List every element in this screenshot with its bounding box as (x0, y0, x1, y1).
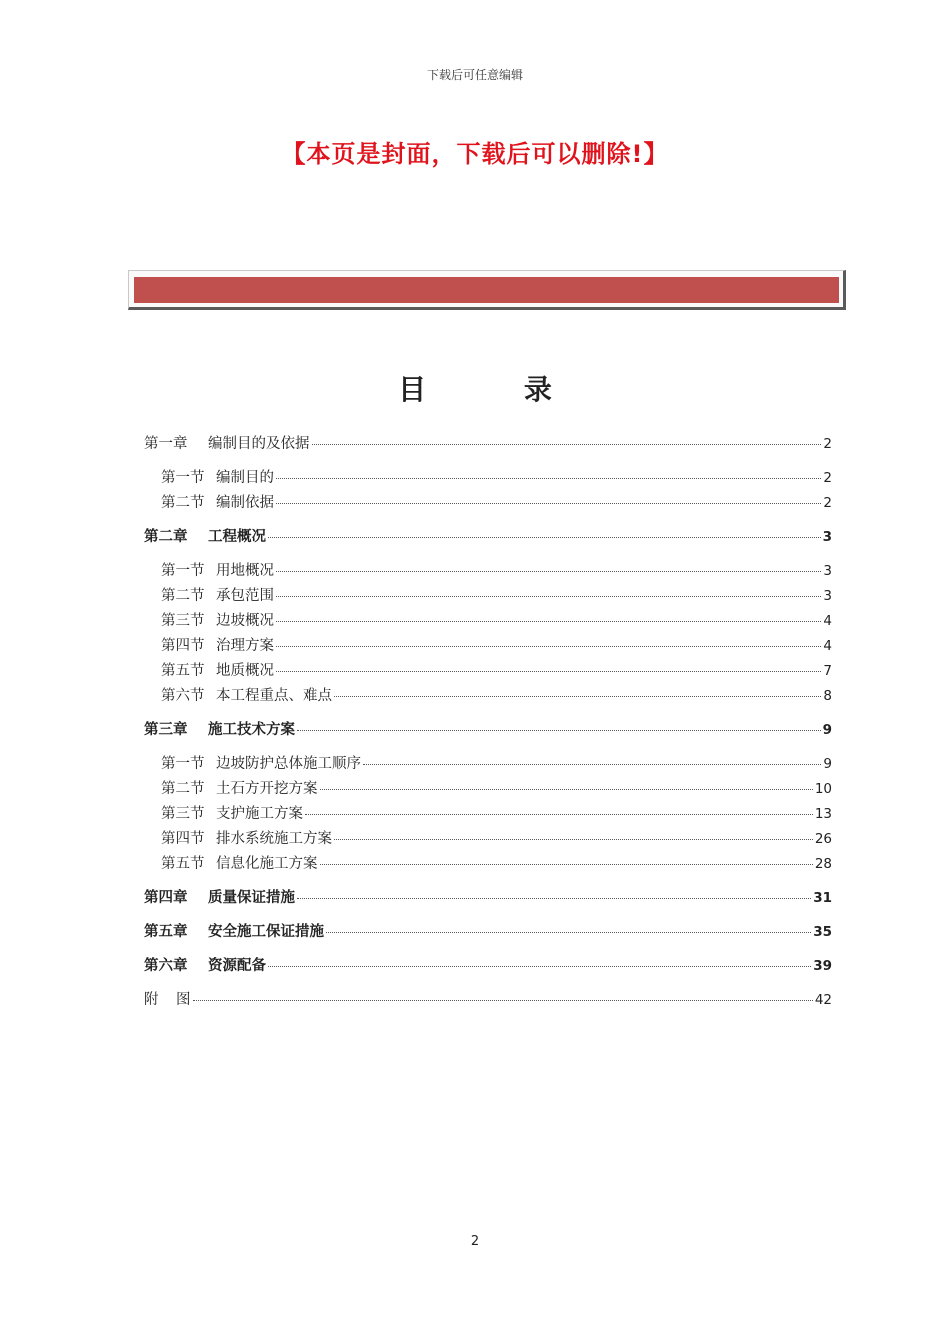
toc-page-number: 4 (823, 613, 832, 629)
toc-leader-dots (334, 696, 821, 697)
toc-chapter-1[interactable] (144, 432, 832, 457)
toc-chapter-title: 资源配备 (208, 957, 266, 974)
toc-leader-dots (276, 671, 821, 672)
toc-chapter-5[interactable] (144, 920, 832, 945)
toc-section-3-5[interactable] (144, 852, 832, 877)
toc-leader-dots (363, 764, 821, 765)
toc-section-title: 土石方开挖方案 (216, 781, 318, 797)
toc-chapter-num: 第四章 (144, 889, 188, 906)
toc-title: 目 录 (398, 373, 596, 406)
toc-page-number: 31 (813, 890, 832, 906)
toc-section-title: 承包范围 (216, 588, 274, 604)
toc-leader-dots (326, 932, 811, 933)
toc-section-num: 第二节 (161, 781, 205, 797)
toc-section-3-1[interactable] (144, 752, 832, 777)
toc-section-2-2[interactable] (144, 584, 832, 609)
toc-page-number: 3 (823, 563, 832, 579)
toc-section-title: 编制依据 (216, 495, 274, 511)
toc-section-num: 第二节 (161, 588, 205, 604)
toc-page-number: 9 (823, 756, 832, 772)
toc-section-2-3[interactable] (144, 609, 832, 634)
toc-section-title: 本工程重点、难点 (216, 688, 332, 704)
toc-leader-dots (276, 571, 821, 572)
toc-page-number: 28 (814, 856, 832, 872)
toc-section-num: 第五节 (161, 663, 205, 679)
toc-section-1-2[interactable] (144, 491, 832, 516)
toc-leader-dots (268, 537, 821, 538)
toc-chapter-title: 工程概况 (208, 528, 266, 545)
toc-chapter-title: 质量保证措施 (208, 889, 295, 906)
toc-chapter-title: 安全施工保证措施 (208, 923, 324, 940)
toc-chapter-3[interactable] (144, 718, 832, 743)
toc-section-num: 第三节 (161, 806, 205, 822)
toc-section-num: 第一节 (161, 563, 205, 579)
toc-chapter-num: 第六章 (144, 957, 188, 974)
toc-section-3-2[interactable] (144, 777, 832, 802)
toc-section-3-3[interactable] (144, 802, 832, 827)
toc-chapter-title: 施工技术方案 (208, 721, 295, 738)
toc-section-title: 编制目的 (216, 470, 274, 486)
toc-section-title: 治理方案 (216, 638, 274, 654)
header-note: 下载后可任意编辑 (426, 68, 523, 82)
toc-section-num: 第三节 (161, 613, 205, 629)
decorative-banner-bar (134, 277, 839, 303)
toc-leader-dots (276, 503, 821, 504)
toc-leader-dots (305, 814, 813, 815)
toc-section-num: 第二节 (161, 495, 205, 511)
toc-leader-dots (276, 646, 821, 647)
toc-chapter-num: 第一章 (144, 436, 188, 452)
toc-leader-dots (276, 596, 821, 597)
toc-page-number: 10 (814, 781, 832, 797)
toc-page-number: 2 (823, 495, 832, 511)
table-of-contents (144, 432, 832, 1013)
toc-section-num: 第四节 (161, 638, 205, 654)
toc-section-title: 排水系统施工方案 (216, 831, 332, 847)
toc-section-title: 信息化施工方案 (216, 856, 318, 872)
toc-section-title: 边坡概况 (216, 613, 274, 629)
toc-section-2-4[interactable] (144, 634, 832, 659)
toc-section-title: 地质概况 (216, 663, 274, 679)
toc-section-num: 第五节 (161, 856, 205, 872)
toc-section-3-4[interactable] (144, 827, 832, 852)
toc-appendix[interactable] (144, 988, 832, 1013)
footer-page-number: 2 (470, 1234, 480, 1249)
toc-page-number: 2 (823, 470, 832, 486)
toc-leader-dots (334, 839, 813, 840)
toc-page-number: 7 (823, 663, 832, 679)
toc-chapter-2[interactable] (144, 525, 832, 550)
toc-chapter-num: 第五章 (144, 923, 188, 940)
toc-chapter-num: 第二章 (144, 528, 188, 545)
toc-chapter-4[interactable] (144, 886, 832, 911)
toc-chapter-6[interactable] (144, 954, 832, 979)
toc-section-2-6[interactable] (144, 684, 832, 709)
toc-section-2-5[interactable] (144, 659, 832, 684)
toc-appendix-num: 附 (144, 992, 159, 1008)
toc-section-title: 用地概况 (216, 563, 274, 579)
toc-section-num: 第六节 (161, 688, 205, 704)
toc-leader-dots (320, 864, 813, 865)
toc-leader-dots (297, 898, 811, 899)
toc-page-number: 42 (814, 992, 832, 1008)
toc-leader-dots (193, 1000, 813, 1001)
cover-notice: 【本页是封面，下载后可以删除!】 (281, 140, 669, 168)
toc-section-num: 第一节 (161, 756, 205, 772)
toc-leader-dots (312, 444, 822, 445)
toc-section-title: 支护施工方案 (216, 806, 303, 822)
toc-appendix-title: 图 (176, 992, 191, 1008)
toc-page-number: 3 (822, 529, 832, 545)
toc-chapter-num: 第三章 (144, 721, 188, 738)
toc-leader-dots (297, 730, 821, 731)
toc-page-number: 39 (813, 958, 832, 974)
toc-leader-dots (320, 789, 813, 790)
toc-section-1-1[interactable] (144, 466, 832, 491)
toc-page-number: 13 (814, 806, 832, 822)
toc-section-num: 第四节 (161, 831, 205, 847)
toc-page-number: 35 (813, 924, 832, 940)
toc-section-title: 边坡防护总体施工顺序 (216, 756, 361, 772)
toc-page-number: 4 (823, 638, 832, 654)
toc-chapter-title: 编制目的及依据 (208, 436, 310, 452)
decorative-banner-frame (128, 270, 846, 310)
toc-section-2-1[interactable] (144, 559, 832, 584)
toc-leader-dots (268, 966, 811, 967)
toc-leader-dots (276, 478, 821, 479)
toc-page-number: 8 (823, 688, 832, 704)
toc-page-number: 9 (822, 722, 832, 738)
toc-page-number: 26 (814, 831, 832, 847)
toc-section-num: 第一节 (161, 470, 205, 486)
toc-page-number: 2 (823, 436, 832, 452)
toc-page-number: 3 (823, 588, 832, 604)
toc-leader-dots (276, 621, 821, 622)
